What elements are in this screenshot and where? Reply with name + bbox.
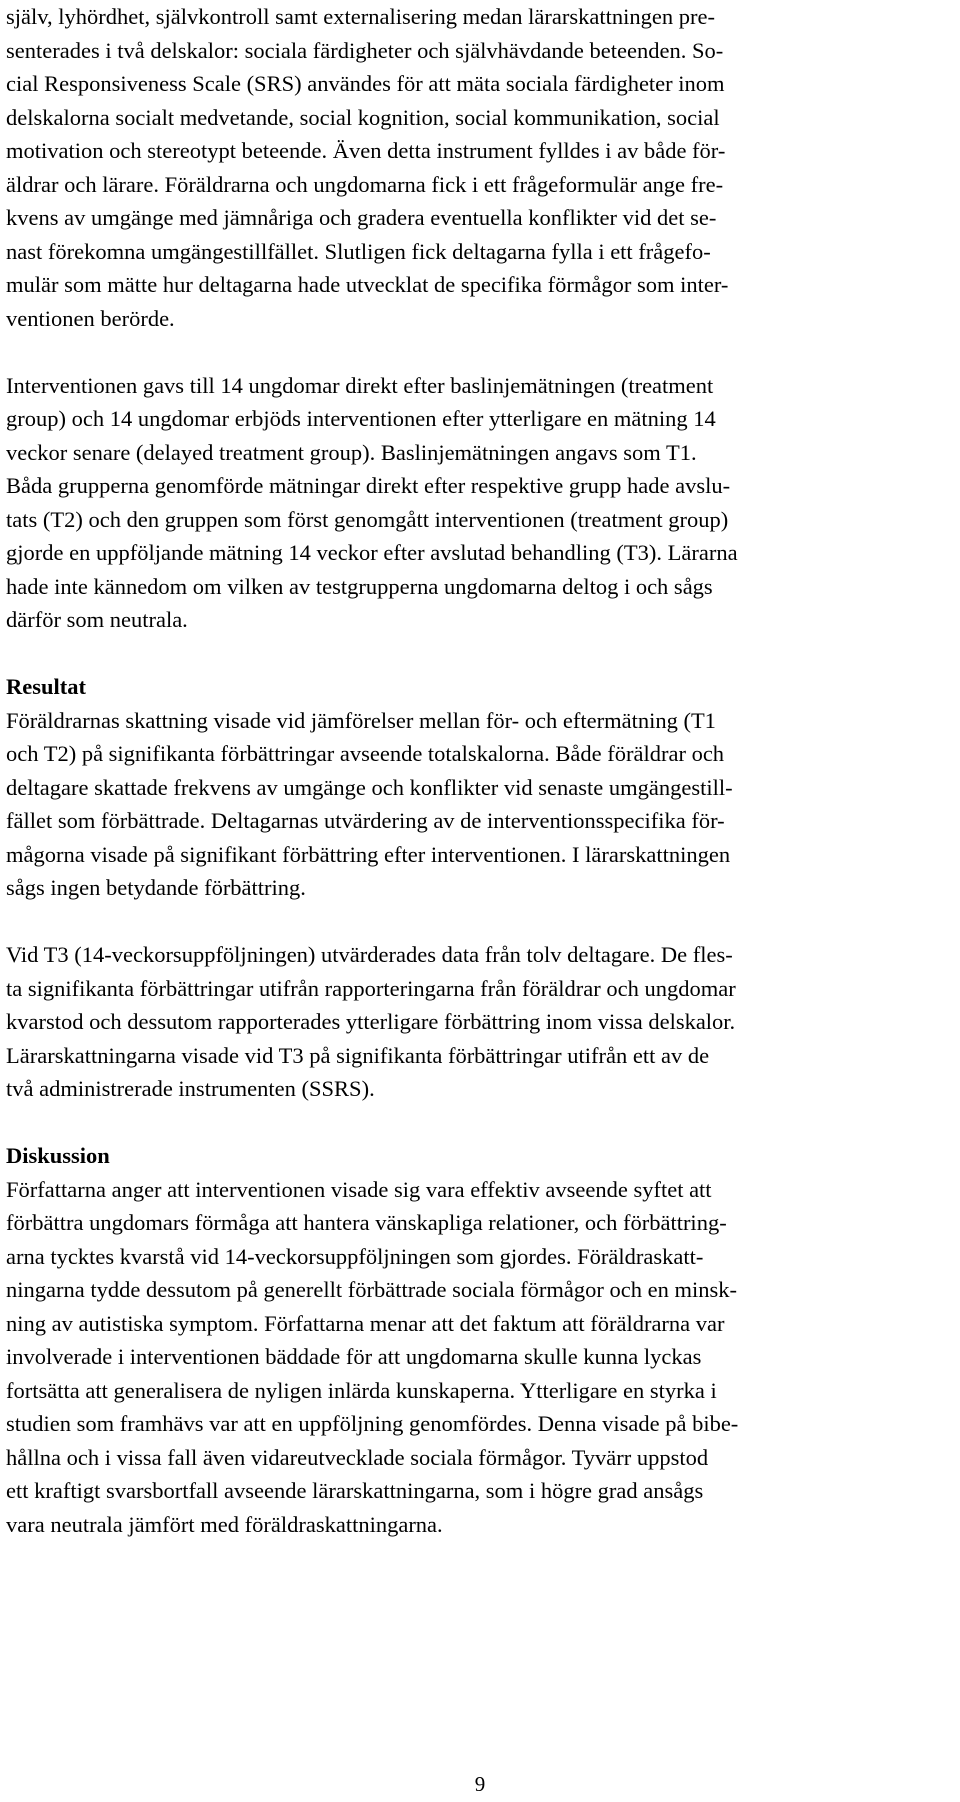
text-line: arna tycktes kvarstå vid 14-veckorsuppföljningen som gjordes. Föräldraskatt- [6,1243,704,1269]
text-line: nast förekomna umgängestillfället. Slutligen fick deltagarna fylla i ett frågefo- [6,238,711,264]
text-line: studien som framhävs var att en uppföljning genomfördes. Denna visade på bibe- [6,1411,739,1436]
text-line: hållna och i vissa fall även vidareutvecklade sociala förmågor. Tyvärr uppstod [6,1444,709,1470]
text-line: involverade i interventionen bäddade för att ungdomarna skulle kunna lyckas [6,1344,702,1369]
text-line: deltagare skattade frekvens av umgänge och konflikter vid senaste umgängestill- [6,774,733,800]
text-line: två administrerade instrumenten (SSRS). [6,1076,375,1101]
text-line: senterades i två delskalor: sociala färdigheter och självhävdande beteenden. So- [6,37,724,63]
text-line: ventionen berörde. [6,305,175,331]
text-line: group) och 14 ungdomar erbjöds interventionen efter ytterligare en mätning 14 [6,406,716,431]
paragraph-gap [6,637,946,671]
text-line: veckor senare (delayed treatment group). Baslinjemätningen angavs som T1. [6,439,697,465]
text-line: förbättra ungdomars förmåga att hantera vänskapliga relationer, och förbättring- [6,1210,727,1235]
paragraph-gap [6,1106,946,1140]
text-line: Författarna anger att interventionen visade sig vara effektiv avseende syftet att [6,1176,712,1202]
text-line: sågs ingen betydande förbättring. [6,875,306,900]
text-line: äldrar och lärare. Föräldrarna och ungdomarna fick i ett frågeformulär ange fre- [6,171,724,197]
text-line: fället som förbättrade. Deltagarnas utvärdering av de interventionsspecifika för- [6,808,725,833]
text-line: mågorna visade på signifikant förbättring efter interventionen. I lärarskattningen [6,841,731,867]
text-line: vara neutrala jämfört med föräldraskattningarna. [6,1511,443,1537]
text-line: gjorde en uppföljande mätning 14 veckor efter avslutad behandling (T3). Lärarna [6,540,738,565]
text-line: cial Responsiveness Scale (SRS) användes för att mäta sociala färdigheter inom [6,71,725,96]
paragraph-assessment-methods [6,0,946,335]
text-line: delskalorna socialt medvetande, social kognition, social kommunikation, social [6,104,720,130]
text-line: kvarstod och dessutom rapporterades ytterligare förbättring inom vissa delskalor. [6,1009,736,1034]
paragraph-intervention-groups [6,369,946,637]
text-line: ningarna tydde dessutom på generellt förbättrade sociala förmågor och en minsk- [6,1277,737,1302]
paragraph-gap [6,905,946,939]
text-line: ett kraftigt svarsbortfall avseende lärarskattningarna, som i högre grad ansågs [6,1478,704,1503]
text-line: Vid T3 (14-veckorsuppföljningen) utvärderades data från tolv deltagare. De fles- [6,942,733,967]
heading-diskussion: Diskussion [6,1143,110,1168]
paragraph-gap [6,335,946,369]
text-line: och T2) på signifikanta förbättringar avseende totalskalorna. Både föräldrar och [6,741,725,766]
document-page [6,0,946,1541]
paragraph-resultat-t2 [6,704,946,905]
paragraph-resultat-t3 [6,938,946,1106]
page-number: 9 [474,1772,486,1796]
text-line: fortsätta att generalisera de nyligen inlärda kunskaperna. Ytterligare en styrka i [6,1377,717,1403]
text-line: hade inte kännedom om vilken av testgrupperna ungdomarna deltog i och sågs [6,573,713,599]
text-line: ta signifikanta förbättringar utifrån rapporteringarna från föräldrar och ungdomar [6,975,736,1001]
paragraph-diskussion [6,1173,946,1542]
text-line: motivation och stereotypt beteende. Även detta instrument fylldes i av både för- [6,138,726,163]
text-line: själv, lyhördhet, självkontroll samt externalisering medan lärarskattningen pre- [6,4,715,29]
text-line: därför som neutrala. [6,607,188,632]
text-line: tats (T2) och den gruppen som först genomgått interventionen (treatment group) [6,506,729,532]
text-line: Föräldrarnas skattning visade vid jämförelser mellan för- och eftermätning (T1 [6,707,716,733]
text-line: Lärarskattningarna visade vid T3 på signifikanta förbättringar utifrån ett av de [6,1042,710,1068]
text-line: Interventionen gavs till 14 ungdomar direkt efter baslinjemätningen (treatment [6,372,714,398]
text-line: kvens av umgänge med jämnåriga och gradera eventuella konflikter vid det se- [6,205,717,230]
text-line: Båda grupperna genomförde mätningar direkt efter respektive grupp hade avslu- [6,473,731,498]
text-line: ning av autistiska symptom. Författarna menar att det faktum att föräldrarna var [6,1310,725,1336]
heading-resultat: Resultat [6,674,86,699]
text-line: mulär som mätte hur deltagarna hade utvecklat de specifika förmågor som inter- [6,272,729,297]
